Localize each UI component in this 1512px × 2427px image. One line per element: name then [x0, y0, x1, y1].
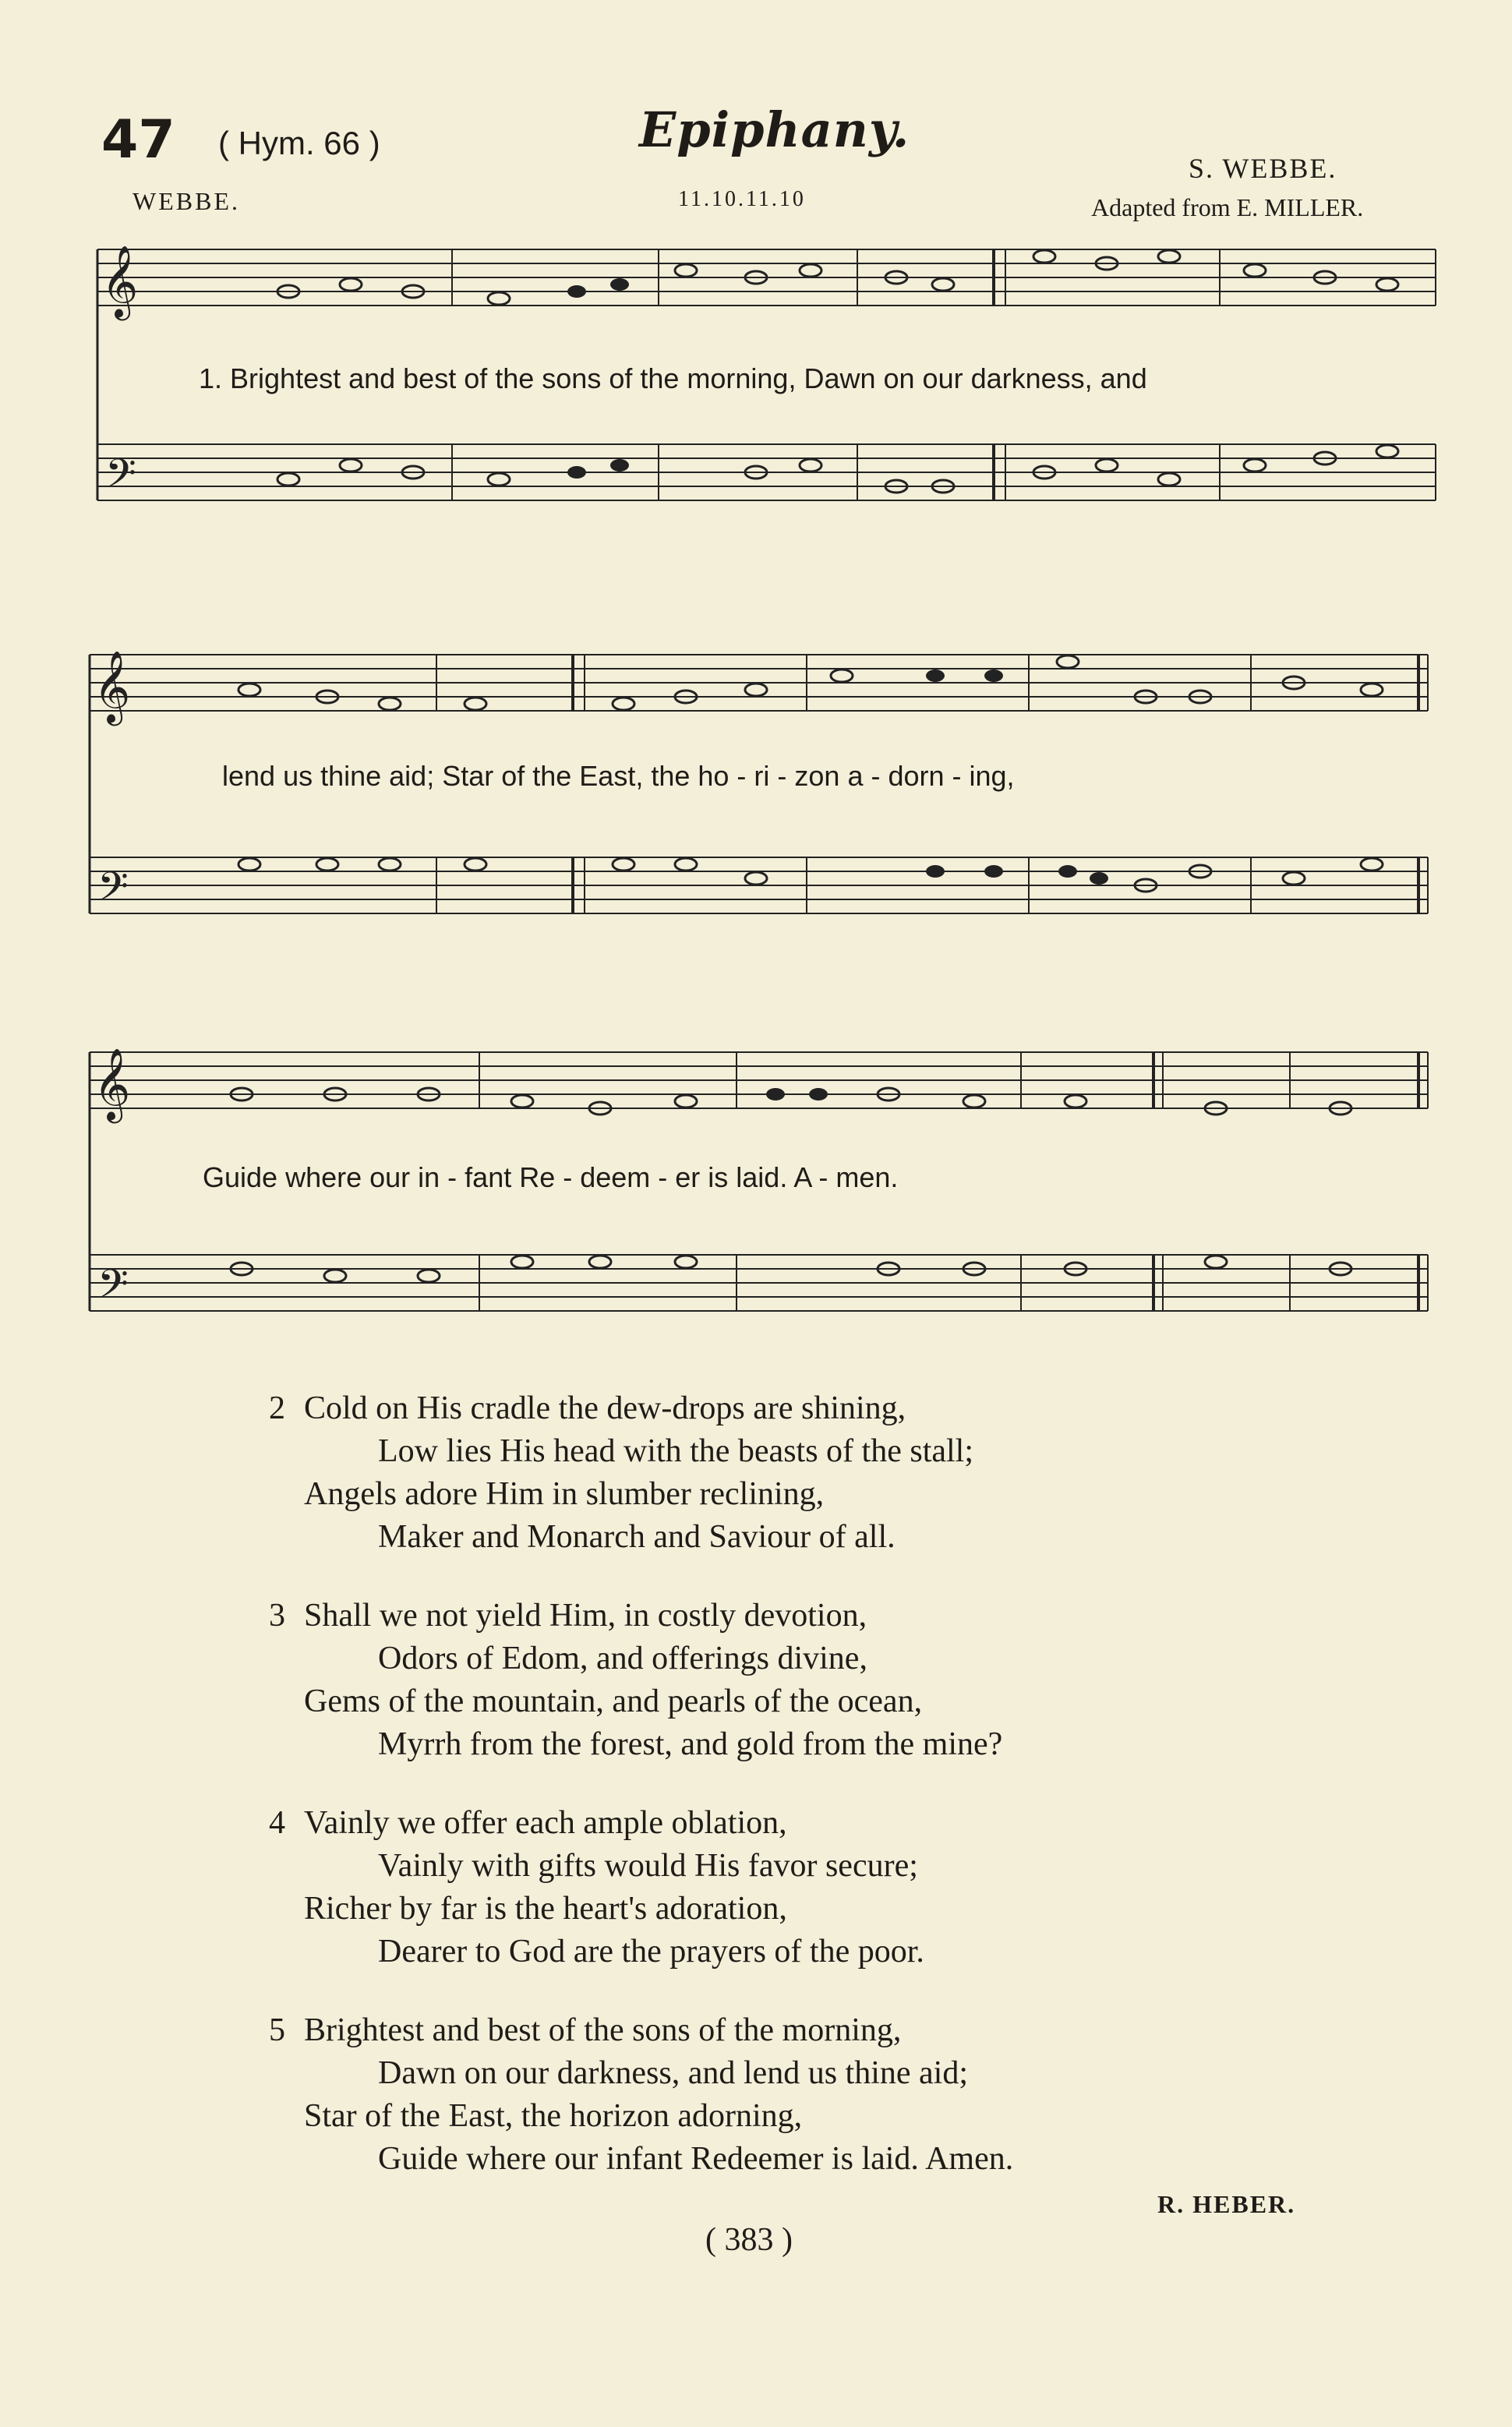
verses-block: [269, 1387, 1014, 2217]
verse-line: Dawn on our darkness, and lend us thine aid;: [378, 2055, 969, 2091]
verse-line: Maker and Monarch and Saviour of all.: [378, 1519, 896, 1555]
svg-text:𝄞: 𝄞: [94, 1047, 131, 1120]
verse-line: Dearer to God are the prayers of the poor.: [378, 1934, 924, 1970]
meter: 11.10.11.10: [678, 187, 806, 211]
verse-line: Vainly we offer each ample oblation,: [304, 1805, 787, 1841]
composer: S. WEBBE.: [1189, 153, 1337, 184]
verse-line: Cold on His cradle the dew-drops are shining,: [304, 1390, 906, 1426]
hymn-reference: ( Hym. 66 ): [218, 125, 380, 161]
music-system-2: [0, 631, 1512, 959]
svg-text:𝄢: 𝄢: [97, 863, 129, 920]
verse-line: Vainly with gifts would His favor secure;: [378, 1848, 918, 1884]
verse-4: [269, 1802, 1013, 1973]
verse-number: 5: [269, 2012, 285, 2048]
verse-number: 4: [269, 1805, 285, 1841]
tune-name: WEBBE.: [132, 187, 240, 215]
verse-number: 3: [269, 1598, 285, 1634]
verse-line: Low lies His head with the beasts of the stall;: [378, 1433, 974, 1469]
hymn-title: Epiphany.: [639, 101, 910, 158]
lyric-line-2: lend us thine aid; Star of the East, the ho - ri - zon a - dorn - ing,: [222, 760, 1015, 792]
verse-2: [269, 1387, 1013, 1559]
verse-line: Brightest and best of the sons of the morning,: [304, 2012, 902, 2048]
verse-line: Gems of the mountain, and pearls of the ocean,: [304, 1683, 923, 1719]
verse-line: Richer by far is the heart's adoration,: [304, 1891, 787, 1927]
verse-line: Star of the East, the horizon adorning,: [304, 2098, 803, 2134]
adapted-from: Adapted from E. MILLER.: [1091, 193, 1364, 221]
verse-3: [269, 1595, 1013, 1766]
text-author: R. HEBER.: [1157, 2190, 1296, 2218]
verse-number: 2: [269, 1390, 285, 1426]
hymn-number: 47: [101, 109, 175, 171]
staff-notation-2: [0, 631, 1512, 959]
verse-line: Odors of Edom, and offerings divine,: [378, 1641, 867, 1676]
svg-text:𝄢: 𝄢: [97, 1260, 129, 1317]
verse-5: [269, 2009, 1014, 2181]
staff-notation-1: [0, 234, 1512, 561]
music-system-3: [0, 1029, 1512, 1356]
verse-line: Myrrh from the forest, and gold from the mine?: [378, 1726, 1003, 1762]
svg-text:𝄞: 𝄞: [101, 245, 139, 317]
svg-text:𝄢: 𝄢: [105, 450, 136, 507]
lyric-line-3: Guide where our in - fant Re - deem - er is laid. A - men.: [203, 1161, 899, 1193]
page-number: ( 383 ): [705, 2222, 793, 2258]
verse-line: Guide where our infant Redeemer is laid. Amen.: [378, 2141, 1014, 2177]
lyric-line-1: 1. Brightest and best of the sons of the morning, Dawn on our darkness, and: [199, 362, 1147, 394]
svg-text:𝄞: 𝄞: [94, 650, 131, 722]
verse-line: Angels adore Him in slumber reclining,: [304, 1476, 825, 1512]
verse-line: Shall we not yield Him, in costly devotion,: [304, 1598, 867, 1634]
music-system-1: [0, 234, 1512, 561]
